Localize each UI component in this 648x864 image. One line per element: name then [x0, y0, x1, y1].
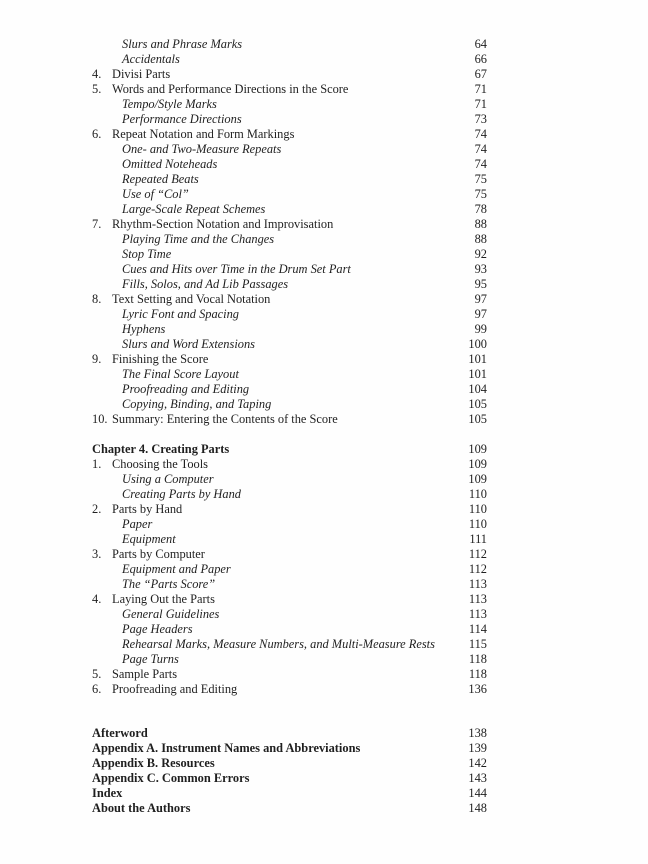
toc-row	[87, 771, 487, 786]
toc-row	[87, 232, 487, 247]
toc-entry-label: The “Parts Score”	[122, 577, 216, 591]
toc-row	[87, 52, 487, 67]
toc-entry-label: Stop Time	[122, 247, 172, 261]
toc-row	[87, 517, 487, 532]
toc-entry-label: One- and Two-Measure Repeats	[122, 142, 282, 156]
toc-row	[87, 97, 487, 112]
toc-entry-label: Hyphens	[122, 322, 166, 336]
toc-row	[87, 82, 487, 97]
toc-entry-label: Proofreading and Editing	[122, 382, 250, 396]
toc-row	[87, 367, 487, 382]
toc-page-number: 139	[468, 741, 487, 755]
toc-entry-number: 2.	[92, 502, 102, 516]
toc-entry-label: Equipment and Paper	[122, 562, 231, 576]
toc-row	[87, 592, 487, 607]
toc-row	[87, 622, 487, 637]
toc-row	[87, 37, 487, 52]
toc-page-number: 111	[469, 532, 487, 546]
toc-page-number: 112	[468, 547, 487, 561]
toc-row	[87, 637, 487, 652]
toc-entry-label: Parts by Computer	[112, 547, 205, 561]
toc-entry-label: Appendix B. Resources	[92, 756, 215, 770]
toc-entry-label: Chapter 4. Creating Parts	[92, 442, 230, 456]
toc-entry-label: Finishing the Score	[112, 352, 209, 366]
toc-row	[87, 352, 487, 367]
toc-page-number: 71	[474, 82, 487, 96]
toc-entry-label: Text Setting and Vocal Notation	[112, 292, 271, 306]
toc-row	[87, 172, 487, 187]
toc-entry-label: Paper	[122, 517, 153, 531]
toc-page-number: 73	[474, 112, 487, 126]
toc-row	[87, 682, 487, 697]
toc-row	[87, 577, 487, 592]
toc-entry-label: Copying, Binding, and Taping	[122, 397, 272, 411]
toc-page-number: 118	[468, 667, 487, 681]
toc-row	[87, 262, 487, 277]
toc-row	[87, 607, 487, 622]
toc-row	[87, 786, 487, 801]
toc-entry-label: Proofreading and Editing	[112, 682, 238, 696]
toc-row	[87, 292, 487, 307]
toc-page-number: 110	[468, 487, 487, 501]
toc-entry-label: Afterword	[92, 726, 148, 740]
toc-page-number: 136	[468, 682, 487, 696]
toc-entry-label: The Final Score Layout	[122, 367, 239, 381]
toc-entry-label: Slurs and Word Extensions	[122, 337, 255, 351]
toc-entry-label: Large-Scale Repeat Schemes	[122, 202, 266, 216]
toc-entry-label: General Guidelines	[122, 607, 220, 621]
toc-row	[87, 756, 487, 771]
toc-row	[87, 202, 487, 217]
toc-entry-label: Equipment	[122, 532, 176, 546]
toc-page-number: 101	[468, 352, 487, 366]
toc-entry-label: Accidentals	[122, 52, 180, 66]
toc-entry-label: Page Turns	[122, 652, 179, 666]
toc-row	[87, 667, 487, 682]
toc-entry-label: Use of “Col”	[122, 187, 189, 201]
toc-row	[87, 487, 487, 502]
toc-entry-number: 6.	[92, 127, 102, 141]
toc-entry-number: 7.	[92, 217, 102, 231]
toc-entry-label: Creating Parts by Hand	[122, 487, 241, 501]
toc-page-number: 138	[468, 726, 487, 740]
toc-page-number: 109	[468, 457, 487, 471]
toc-entry-number: 9.	[92, 352, 102, 366]
toc-row	[87, 457, 487, 472]
toc-row	[87, 502, 487, 517]
toc-page-number: 88	[474, 217, 487, 231]
toc-entry-label: Lyric Font and Spacing	[122, 307, 239, 321]
toc-entry-label: Appendix A. Instrument Names and Abbreviations	[92, 741, 361, 755]
toc-page-number: 109	[468, 442, 487, 456]
toc-row	[87, 277, 487, 292]
toc-entry-number: 10.	[92, 412, 108, 426]
toc-row	[87, 217, 487, 232]
toc-entry-label: Tempo/Style Marks	[122, 97, 217, 111]
toc-entry-label: Cues and Hits over Time in the Drum Set Part	[122, 262, 351, 276]
toc-entry-label: Playing Time and the Changes	[122, 232, 275, 246]
toc-page-number: 74	[474, 157, 487, 171]
toc-row	[87, 157, 487, 172]
toc-page-number: 105	[468, 412, 487, 426]
toc-page-number: 97	[474, 307, 487, 321]
toc-row	[87, 247, 487, 262]
toc-page-number: 114	[468, 622, 487, 636]
toc-page-number: 64	[474, 37, 487, 51]
toc-entry-number: 8.	[92, 292, 102, 306]
toc-entry-label: Sample Parts	[112, 667, 178, 681]
toc-entry-label: Using a Computer	[122, 472, 214, 486]
toc-page-number: 115	[468, 637, 487, 651]
toc-entry-label: Fills, Solos, and Ad Lib Passages	[122, 277, 289, 291]
toc-entry-label: Laying Out the Parts	[112, 592, 215, 606]
toc-row	[87, 127, 487, 142]
toc-page-number: 99	[474, 322, 487, 336]
toc-row	[87, 562, 487, 577]
toc-page-number: 88	[474, 232, 487, 246]
toc-page-number: 67	[474, 67, 487, 81]
toc-page-number: 113	[468, 607, 487, 621]
toc-page-number: 66	[474, 52, 487, 66]
toc-page-number: 97	[474, 292, 487, 306]
toc-page-number: 75	[474, 187, 487, 201]
toc-page-number: 142	[468, 756, 487, 770]
toc-row	[87, 112, 487, 127]
toc-page-number: 78	[474, 202, 487, 216]
toc-page-number: 143	[468, 771, 487, 785]
toc-page-number: 110	[468, 517, 487, 531]
toc-entry-label: Omitted Noteheads	[122, 157, 218, 171]
toc-entry-label: Summary: Entering the Contents of the Score	[112, 412, 338, 426]
toc-entry-number: 5.	[92, 667, 102, 681]
toc-entry-label: Rhythm-Section Notation and Improvisation	[112, 217, 334, 231]
toc-entry-number: 4.	[92, 592, 102, 606]
toc-page-number: 101	[468, 367, 487, 381]
toc-entry-label: Page Headers	[122, 622, 193, 636]
toc-entry-label: Words and Performance Directions in the Score	[112, 82, 349, 96]
toc-row	[87, 741, 487, 756]
toc-page-number: 148	[468, 801, 487, 815]
toc-entry-label: Index	[92, 786, 123, 800]
toc-page-number: 144	[468, 786, 487, 800]
toc-entry-label: Performance Directions	[122, 112, 242, 126]
toc-entry-number: 5.	[92, 82, 102, 96]
toc-entry-label: Rehearsal Marks, Measure Numbers, and Multi-Measure Rests	[122, 637, 435, 651]
toc-row	[87, 187, 487, 202]
toc-entry-label: Repeat Notation and Form Markings	[112, 127, 295, 141]
toc-entry-number: 6.	[92, 682, 102, 696]
toc-entry-number: 1.	[92, 457, 102, 471]
toc-row	[87, 382, 487, 397]
toc-page-number: 95	[474, 277, 487, 291]
toc-page-number: 75	[474, 172, 487, 186]
toc-page-number: 92	[474, 247, 487, 261]
toc-entry-label: Divisi Parts	[112, 67, 171, 81]
toc-page-number: 93	[474, 262, 487, 276]
toc-page-number: 105	[468, 397, 487, 411]
toc-row	[87, 397, 487, 412]
toc-entry-number: 3.	[92, 547, 102, 561]
toc-row	[87, 322, 487, 337]
toc-entry-label: Choosing the Tools	[112, 457, 208, 471]
toc-page-number: 74	[474, 127, 487, 141]
toc-page-number: 110	[468, 502, 487, 516]
toc-entry-label: Parts by Hand	[112, 502, 183, 516]
toc-page-number: 71	[474, 97, 487, 111]
table-of-contents	[87, 37, 487, 816]
toc-page-number: 109	[468, 472, 487, 486]
toc-entry-label: Repeated Beats	[122, 172, 199, 186]
toc-page-number: 118	[468, 652, 487, 666]
toc-row	[87, 801, 487, 816]
toc-page-number: 74	[474, 142, 487, 156]
toc-row	[87, 547, 487, 562]
toc-entry-label: About the Authors	[92, 801, 191, 815]
toc-page-number: 112	[468, 562, 487, 576]
toc-page-number: 113	[468, 592, 487, 606]
toc-entry-label: Slurs and Phrase Marks	[122, 37, 243, 51]
toc-row	[87, 412, 487, 427]
toc-entry-label: Appendix C. Common Errors	[92, 771, 250, 785]
toc-row	[87, 442, 487, 457]
toc-row	[87, 726, 487, 741]
toc-row	[87, 472, 487, 487]
toc-row	[87, 307, 487, 322]
toc-row	[87, 142, 487, 157]
toc-entry-number: 4.	[92, 67, 102, 81]
toc-row	[87, 652, 487, 667]
toc-row	[87, 67, 487, 82]
toc-row	[87, 337, 487, 352]
toc-page-number: 100	[468, 337, 487, 351]
toc-page-number: 104	[468, 382, 487, 396]
toc-row	[87, 532, 487, 547]
toc-page-number: 113	[468, 577, 487, 591]
